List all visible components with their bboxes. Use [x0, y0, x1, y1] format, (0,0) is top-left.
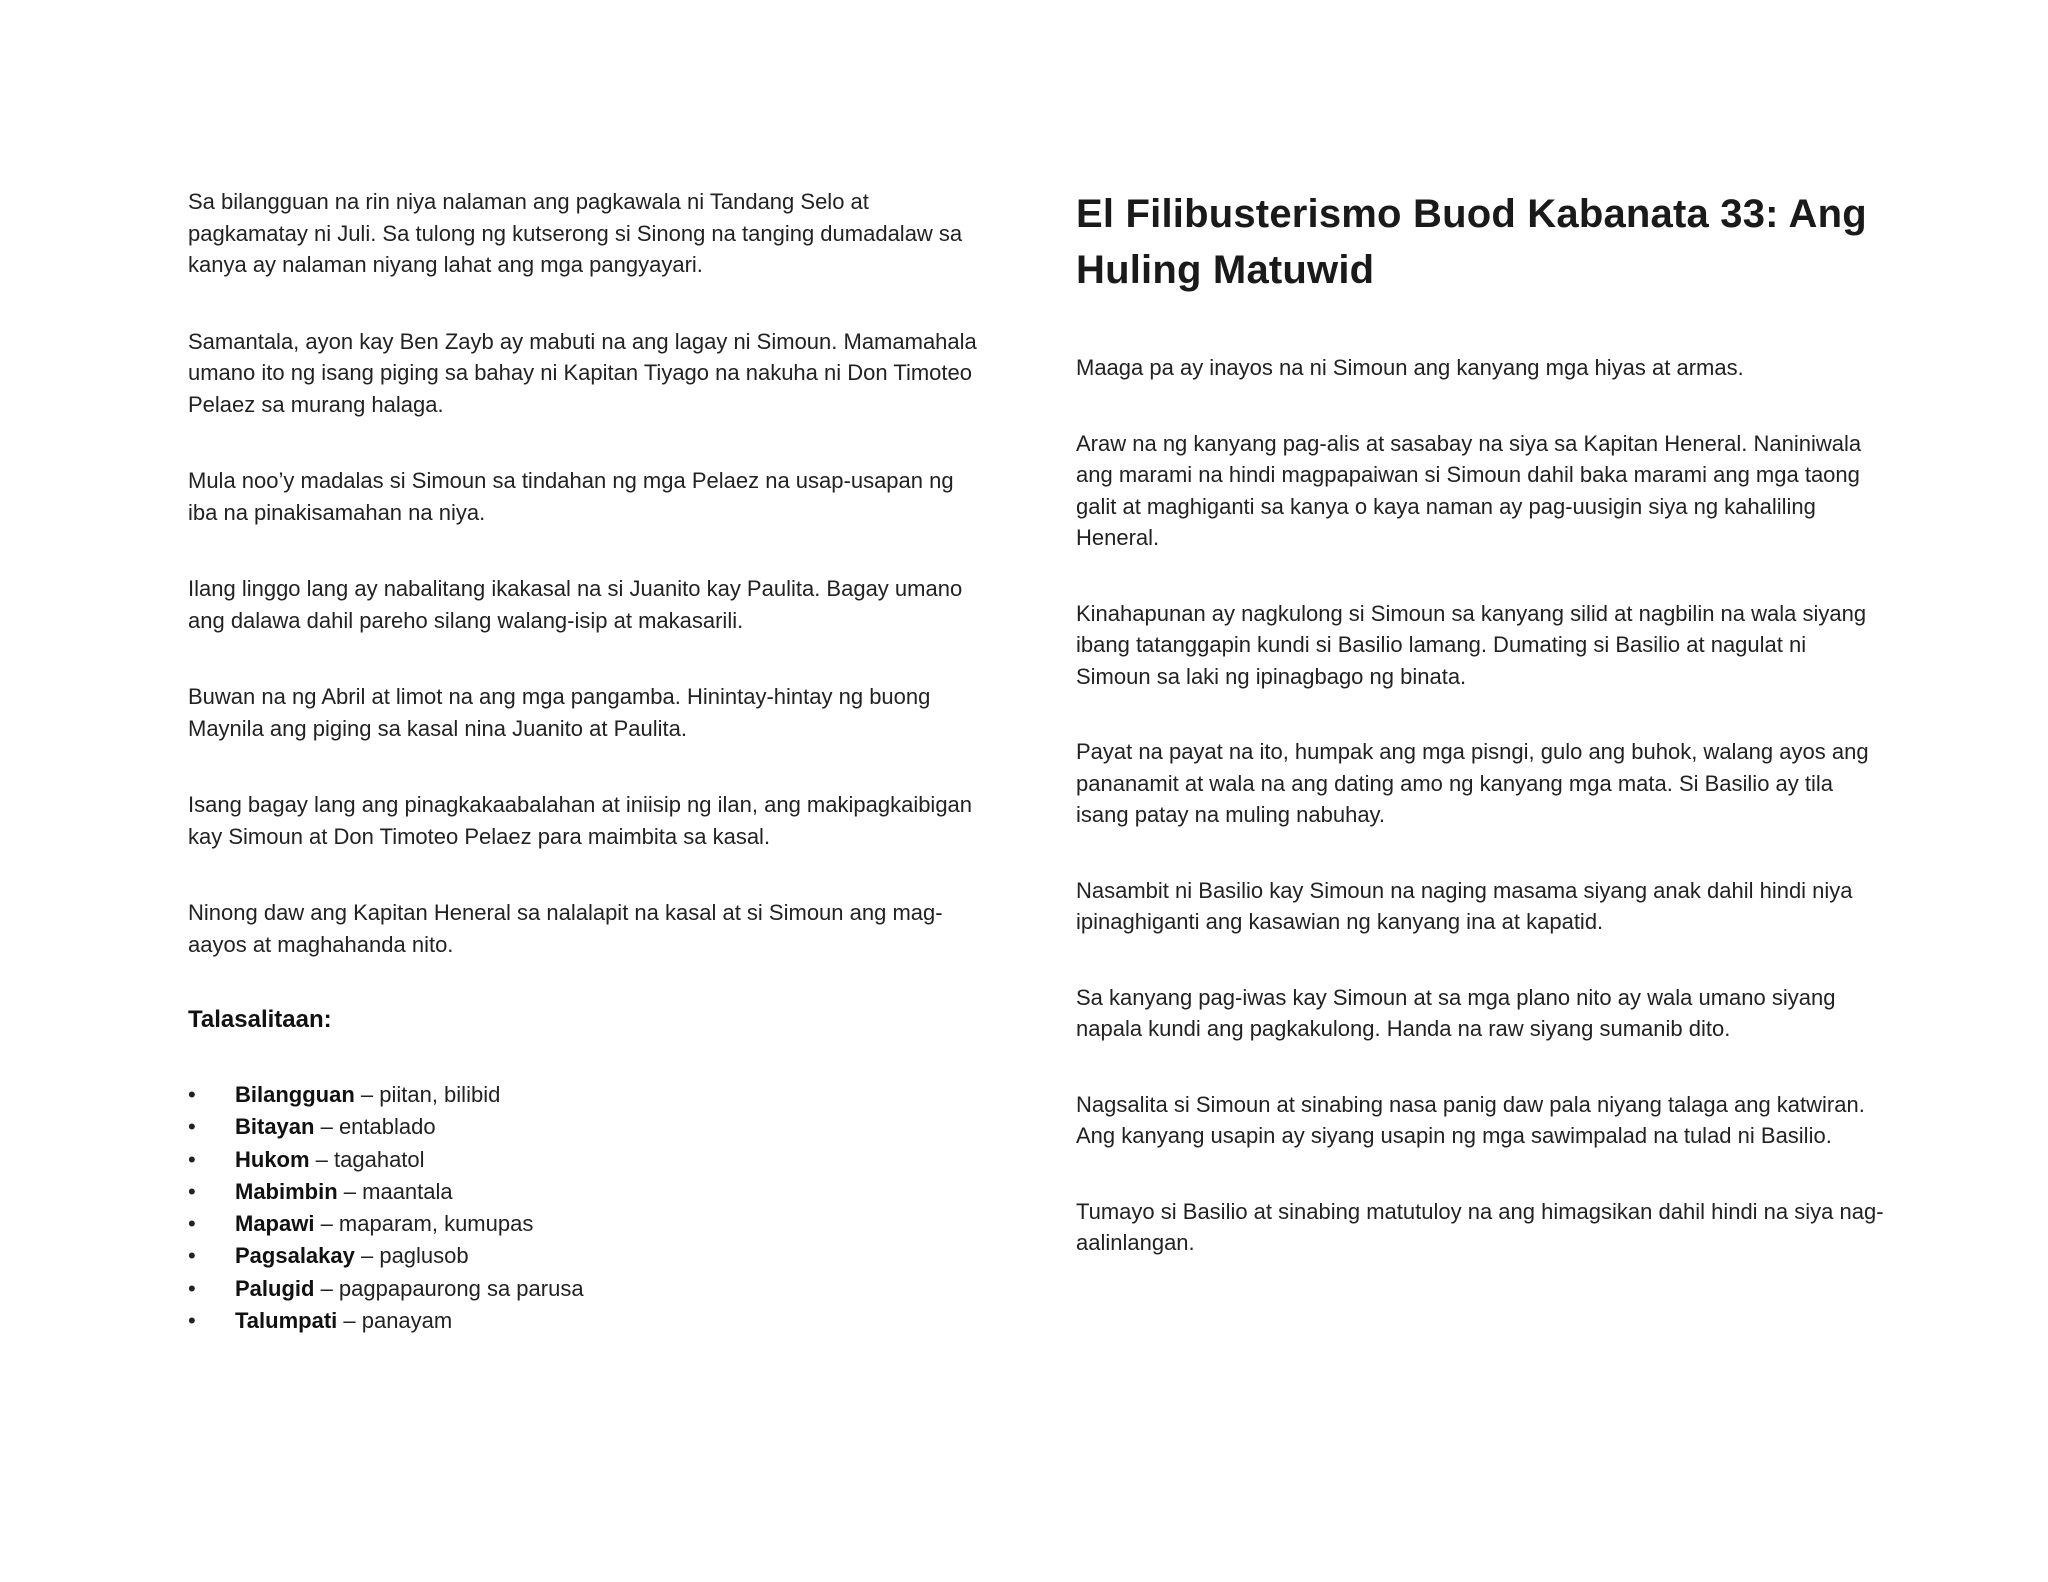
glossary-item [188, 1111, 988, 1143]
glossary-term: Mabimbin [235, 1178, 338, 1204]
paragraph: Sa kanyang pag-iwas kay Simoun at sa mga plano nito ay wala umano siyang napala kundi ang pagkakulong. Handa na raw siyang sumanib dito. [1076, 984, 1836, 1041]
glossary-term: Palugid [235, 1275, 315, 1301]
glossary-definition: – maantala [337, 1178, 453, 1204]
bullet-icon: • [188, 1146, 196, 1172]
paragraph: Ninong daw ang Kapitan Heneral sa nalalapit na kasal at si Simoun ang mag-aayos at maghahanda nito. [188, 900, 943, 957]
right-column [1076, 186, 1886, 1303]
bullet-icon: • [188, 1275, 196, 1301]
paragraph: Nagsalita si Simoun at sinabing nasa panig daw pala niyang talaga ang katwiran. Ang kanyang usapin ay siyang usapin ng mga sawimpalad na tulad ni Basilio. [1076, 1091, 1865, 1148]
bullet-icon: • [188, 1178, 196, 1204]
glossary-item [188, 1240, 988, 1272]
glossary-term: Hukom [235, 1146, 310, 1172]
glossary-definition: – tagahatol [309, 1146, 425, 1172]
bullet-icon: • [188, 1211, 196, 1237]
glossary-item [188, 1079, 988, 1111]
glossary-item [188, 1208, 988, 1240]
bullet-icon: • [188, 1308, 196, 1334]
glossary-definition: – entablado [314, 1114, 436, 1140]
paragraph: Maaga pa ay inayos na ni Simoun ang kanyang mga hiyas at armas. [1076, 355, 1744, 380]
glossary-term: Mapawi [235, 1211, 315, 1237]
glossary-list [188, 1079, 988, 1337]
glossary-term: Bitayan [235, 1114, 315, 1140]
glossary-item [188, 1305, 988, 1337]
glossary-heading: Talasalitaan: [188, 1006, 332, 1033]
paragraph: Buwan na ng Abril at limot na ang mga pangamba. Hinintay-hintay ng buong Maynila ang piging sa kasal nina Juanito at Paulita. [188, 684, 931, 741]
glossary-definition: – piitan, bilibid [354, 1082, 501, 1107]
paragraph: Kinahapunan ay nagkulong si Simoun sa kanyang silid at nagbilin na wala siyang ibang tatanggapin kundi si Basilio lamang. Dumating si Basilio at nagulat ni Simoun sa laki ng ipinagbago ng binata. [1076, 600, 1867, 689]
left-column [188, 186, 988, 1337]
glossary-item [188, 1144, 988, 1176]
glossary-definition: – maparam, kumupas [314, 1211, 534, 1237]
glossary-definition: – paglusob [354, 1243, 469, 1269]
bullet-icon: • [188, 1243, 196, 1269]
bullet-icon: • [188, 1114, 196, 1140]
chapter-title: El Filibusterismo Buod Kabanata 33: Ang Huling Matuwid [1076, 192, 1867, 292]
glossary-term: Talumpati [235, 1308, 338, 1334]
paragraph: Tumayo si Basilio at sinabing matutuloy na ang himagsikan dahil hindi na siya nag-aalinlangan. [1076, 1198, 1884, 1255]
paragraph: Nasambit ni Basilio kay Simoun na naging masama siyang anak dahil hindi niya ipinaghiganti ang kasawian ng kanyang ina at kapatid. [1076, 877, 1853, 934]
glossary-term: Bilangguan [235, 1082, 355, 1107]
paragraph: Araw na ng kanyang pag-alis at sasabay na siya sa Kapitan Heneral. Naniniwala ang marami na hindi magpapaiwan si Simoun dahil baka marami ang mga taong galit at maghiganti sa kanya o kaya naman ay pag-uusigin siya ng kahaliling Heneral. [1076, 430, 1862, 550]
glossary-definition: – pagpapaurong sa parusa [314, 1275, 584, 1301]
paragraph: Ilang linggo lang ay nabalitang ikakasal na si Juanito kay Paulita. Bagay umano ang dalawa dahil pareho silang walang-isip at makasarili. [188, 576, 963, 633]
paragraph: Mula noo’y madalas si Simoun sa tindahan ng mga Pelaez na usap-usapan ng iba na pinakisamahan na niya. [188, 468, 954, 525]
paragraph: Isang bagay lang ang pinagkakaabalahan at iniisip ng ilan, ang makipagkaibigan kay Simoun at Don Timoteo Pelaez para maimbita sa kasal. [188, 792, 973, 849]
paragraph: Payat na payat na ito, humpak ang mga pisngi, gulo ang buhok, walang ayos ang pananamit at wala na ang dating amo ng kanyang mga mata. Si Basilio ay tila isang patay na muling nabuhay. [1076, 739, 1869, 827]
glossary-item [188, 1176, 988, 1208]
paragraph: Sa bilangguan na rin niya nalaman ang pagkawala ni Tandang Selo at pagkamatay ni Juli. Sa tulong ng kutserong si Sinong na tanging dumadalaw sa kanya ay nalaman niyang lahat ang mga pangyayari. [188, 189, 963, 277]
paragraph: Samantala, ayon kay Ben Zayb ay mabuti na ang lagay ni Simoun. Mamamahala umano ito ng isang piging sa bahay ni Kapitan Tiyago na nakuha ni Don Timoteo Pelaez sa murang halaga. [188, 328, 977, 417]
glossary-item [188, 1273, 988, 1305]
glossary-term: Pagsalakay [235, 1243, 355, 1269]
glossary-definition: – panayam [337, 1308, 453, 1334]
bullet-icon: • [188, 1082, 196, 1107]
